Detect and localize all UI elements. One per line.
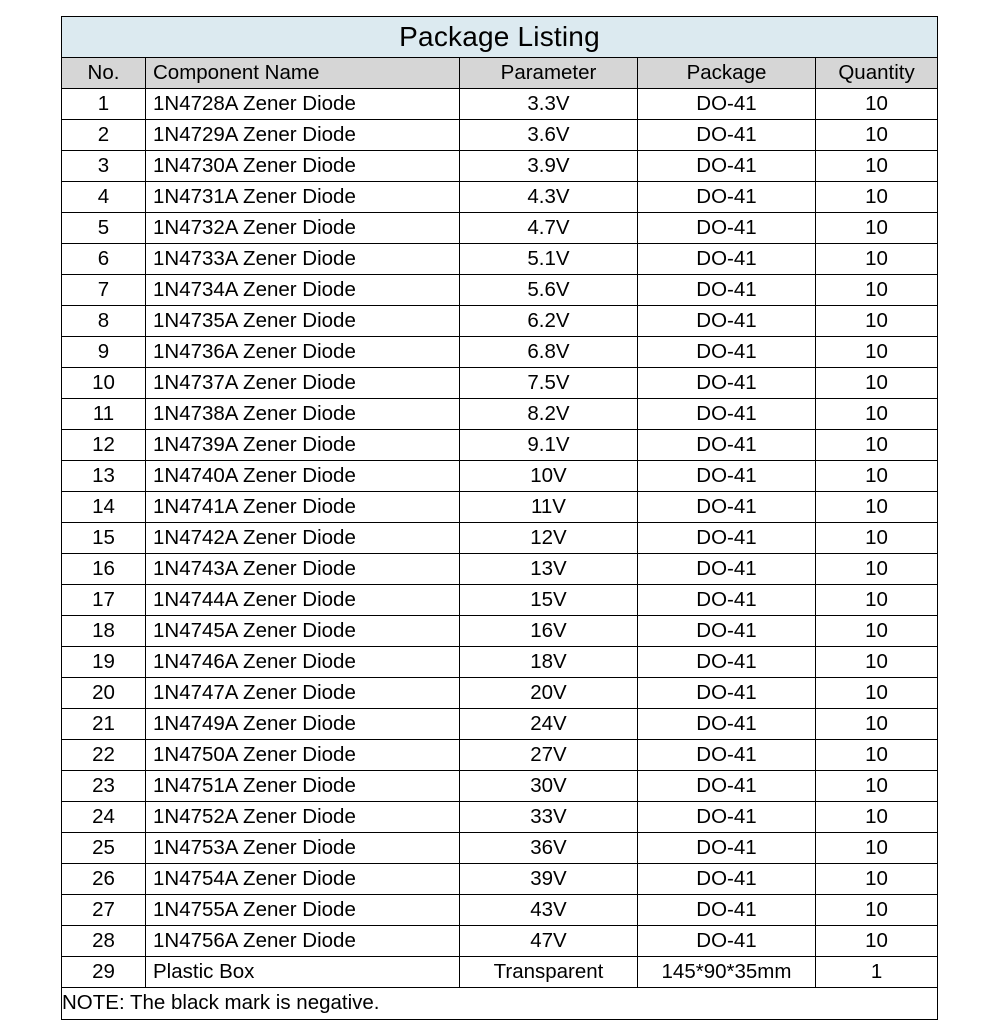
cell-parameter: 12V: [460, 523, 638, 554]
cell-no: 18: [62, 616, 146, 647]
cell-parameter: 36V: [460, 833, 638, 864]
cell-parameter: 15V: [460, 585, 638, 616]
cell-package: DO-41: [638, 337, 816, 368]
table-row: [62, 275, 938, 306]
cell-quantity: 10: [816, 430, 938, 461]
cell-name: 1N4745A Zener Diode: [146, 616, 460, 647]
cell-no: 12: [62, 430, 146, 461]
cell-no: 1: [62, 89, 146, 120]
table-row: [62, 306, 938, 337]
cell-no: 10: [62, 368, 146, 399]
cell-package: DO-41: [638, 523, 816, 554]
cell-name: 1N4746A Zener Diode: [146, 647, 460, 678]
cell-no: 28: [62, 926, 146, 957]
cell-quantity: 10: [816, 151, 938, 182]
table-row: [62, 244, 938, 275]
cell-package: DO-41: [638, 895, 816, 926]
table-row: [62, 213, 938, 244]
cell-package: DO-41: [638, 802, 816, 833]
cell-quantity: 10: [816, 709, 938, 740]
cell-parameter: 9.1V: [460, 430, 638, 461]
cell-quantity: 10: [816, 89, 938, 120]
table-header-row: [62, 58, 938, 89]
cell-name: 1N4731A Zener Diode: [146, 182, 460, 213]
cell-package: DO-41: [638, 151, 816, 182]
cell-quantity: 10: [816, 492, 938, 523]
cell-parameter: 18V: [460, 647, 638, 678]
cell-package: DO-41: [638, 461, 816, 492]
cell-quantity: 10: [816, 306, 938, 337]
cell-quantity: 10: [816, 678, 938, 709]
note-text: NOTE: The black mark is negative.: [62, 988, 938, 1020]
cell-package: DO-41: [638, 771, 816, 802]
table-row: [62, 771, 938, 802]
cell-package: DO-41: [638, 275, 816, 306]
table-row: [62, 89, 938, 120]
cell-package: DO-41: [638, 554, 816, 585]
cell-package: DO-41: [638, 430, 816, 461]
cell-name: 1N4733A Zener Diode: [146, 244, 460, 275]
cell-quantity: 10: [816, 182, 938, 213]
cell-package: DO-41: [638, 399, 816, 430]
cell-parameter: 5.6V: [460, 275, 638, 306]
cell-parameter: 13V: [460, 554, 638, 585]
cell-package: DO-41: [638, 244, 816, 275]
package-listing-table: [61, 16, 938, 1020]
cell-quantity: 10: [816, 864, 938, 895]
cell-parameter: 5.1V: [460, 244, 638, 275]
cell-quantity: 10: [816, 833, 938, 864]
table-row: [62, 616, 938, 647]
cell-package: DO-41: [638, 864, 816, 895]
table-row: [62, 554, 938, 585]
cell-name: 1N4732A Zener Diode: [146, 213, 460, 244]
cell-package: DO-41: [638, 89, 816, 120]
cell-quantity: 10: [816, 523, 938, 554]
cell-parameter: 27V: [460, 740, 638, 771]
cell-package: DO-41: [638, 709, 816, 740]
cell-quantity: 10: [816, 771, 938, 802]
cell-name: 1N4740A Zener Diode: [146, 461, 460, 492]
cell-no: 20: [62, 678, 146, 709]
cell-package: 145*90*35mm: [638, 957, 816, 988]
cell-parameter: 3.3V: [460, 89, 638, 120]
cell-no: 2: [62, 120, 146, 151]
cell-quantity: 10: [816, 802, 938, 833]
cell-parameter: 20V: [460, 678, 638, 709]
cell-no: 27: [62, 895, 146, 926]
table-row: [62, 368, 938, 399]
cell-parameter: 7.5V: [460, 368, 638, 399]
cell-name: 1N4750A Zener Diode: [146, 740, 460, 771]
cell-name: 1N4752A Zener Diode: [146, 802, 460, 833]
note-row: [62, 988, 938, 1020]
table-row: [62, 864, 938, 895]
cell-name: 1N4737A Zener Diode: [146, 368, 460, 399]
page-title: Package Listing: [62, 17, 938, 58]
cell-name: 1N4738A Zener Diode: [146, 399, 460, 430]
table-row: [62, 647, 938, 678]
cell-no: 19: [62, 647, 146, 678]
cell-name: 1N4744A Zener Diode: [146, 585, 460, 616]
cell-name: 1N4735A Zener Diode: [146, 306, 460, 337]
cell-parameter: 3.9V: [460, 151, 638, 182]
cell-package: DO-41: [638, 678, 816, 709]
cell-name: 1N4742A Zener Diode: [146, 523, 460, 554]
cell-quantity: 10: [816, 368, 938, 399]
cell-parameter: 3.6V: [460, 120, 638, 151]
cell-parameter: 10V: [460, 461, 638, 492]
cell-name: 1N4730A Zener Diode: [146, 151, 460, 182]
cell-parameter: 4.3V: [460, 182, 638, 213]
cell-no: 8: [62, 306, 146, 337]
table-row: [62, 461, 938, 492]
table-row: [62, 337, 938, 368]
cell-no: 3: [62, 151, 146, 182]
cell-name: 1N4739A Zener Diode: [146, 430, 460, 461]
table-row: [62, 151, 938, 182]
cell-package: DO-41: [638, 306, 816, 337]
cell-package: DO-41: [638, 616, 816, 647]
cell-no: 22: [62, 740, 146, 771]
cell-no: 7: [62, 275, 146, 306]
column-header-quantity[interactable]: Quantity: [816, 58, 938, 89]
cell-no: 16: [62, 554, 146, 585]
table-row: [62, 523, 938, 554]
cell-quantity: 10: [816, 461, 938, 492]
cell-no: 23: [62, 771, 146, 802]
cell-package: DO-41: [638, 647, 816, 678]
cell-name: 1N4754A Zener Diode: [146, 864, 460, 895]
column-header-package[interactable]: Package: [638, 58, 816, 89]
cell-quantity: 10: [816, 120, 938, 151]
table-row: [62, 585, 938, 616]
table-row: [62, 399, 938, 430]
cell-package: DO-41: [638, 213, 816, 244]
cell-parameter: 30V: [460, 771, 638, 802]
cell-parameter: 47V: [460, 926, 638, 957]
cell-name: 1N4749A Zener Diode: [146, 709, 460, 740]
cell-name: 1N4755A Zener Diode: [146, 895, 460, 926]
cell-name: 1N4747A Zener Diode: [146, 678, 460, 709]
package-listing-table-wrapper: [61, 16, 937, 1020]
cell-name: 1N4741A Zener Diode: [146, 492, 460, 523]
cell-quantity: 10: [816, 740, 938, 771]
cell-name: 1N4751A Zener Diode: [146, 771, 460, 802]
cell-parameter: 6.2V: [460, 306, 638, 337]
cell-quantity: 10: [816, 926, 938, 957]
table-row: [62, 833, 938, 864]
table-row: [62, 678, 938, 709]
cell-parameter: Transparent: [460, 957, 638, 988]
cell-parameter: 11V: [460, 492, 638, 523]
cell-parameter: 24V: [460, 709, 638, 740]
cell-parameter: 33V: [460, 802, 638, 833]
cell-quantity: 10: [816, 337, 938, 368]
cell-quantity: 10: [816, 616, 938, 647]
cell-no: 17: [62, 585, 146, 616]
cell-name: 1N4743A Zener Diode: [146, 554, 460, 585]
cell-name: Plastic Box: [146, 957, 460, 988]
cell-package: DO-41: [638, 926, 816, 957]
cell-package: DO-41: [638, 368, 816, 399]
cell-no: 13: [62, 461, 146, 492]
cell-quantity: 10: [816, 399, 938, 430]
cell-no: 6: [62, 244, 146, 275]
cell-parameter: 43V: [460, 895, 638, 926]
cell-name: 1N4756A Zener Diode: [146, 926, 460, 957]
cell-name: 1N4728A Zener Diode: [146, 89, 460, 120]
table-row: [62, 740, 938, 771]
cell-no: 15: [62, 523, 146, 554]
cell-parameter: 8.2V: [460, 399, 638, 430]
cell-no: 24: [62, 802, 146, 833]
cell-no: 4: [62, 182, 146, 213]
table-row: [62, 120, 938, 151]
cell-name: 1N4729A Zener Diode: [146, 120, 460, 151]
cell-no: 14: [62, 492, 146, 523]
table-row: [62, 492, 938, 523]
cell-quantity: 10: [816, 554, 938, 585]
title-row: [62, 17, 938, 58]
column-header-no[interactable]: No.: [62, 58, 146, 89]
cell-parameter: 4.7V: [460, 213, 638, 244]
table-row: [62, 895, 938, 926]
cell-package: DO-41: [638, 833, 816, 864]
cell-name: 1N4734A Zener Diode: [146, 275, 460, 306]
cell-no: 11: [62, 399, 146, 430]
column-header-name[interactable]: Component Name: [146, 58, 460, 89]
cell-quantity: 10: [816, 895, 938, 926]
cell-package: DO-41: [638, 585, 816, 616]
cell-quantity: 10: [816, 585, 938, 616]
table-row: [62, 802, 938, 833]
cell-parameter: 16V: [460, 616, 638, 647]
cell-no: 29: [62, 957, 146, 988]
cell-quantity: 1: [816, 957, 938, 988]
cell-name: 1N4736A Zener Diode: [146, 337, 460, 368]
table-row: [62, 926, 938, 957]
cell-package: DO-41: [638, 740, 816, 771]
cell-parameter: 6.8V: [460, 337, 638, 368]
cell-quantity: 10: [816, 275, 938, 306]
cell-quantity: 10: [816, 213, 938, 244]
cell-quantity: 10: [816, 244, 938, 275]
cell-no: 9: [62, 337, 146, 368]
cell-no: 5: [62, 213, 146, 244]
cell-package: DO-41: [638, 492, 816, 523]
cell-package: DO-41: [638, 120, 816, 151]
cell-no: 25: [62, 833, 146, 864]
table-row: [62, 182, 938, 213]
cell-no: 21: [62, 709, 146, 740]
cell-parameter: 39V: [460, 864, 638, 895]
cell-name: 1N4753A Zener Diode: [146, 833, 460, 864]
table-row: [62, 957, 938, 988]
cell-no: 26: [62, 864, 146, 895]
column-header-parameter[interactable]: Parameter: [460, 58, 638, 89]
cell-quantity: 10: [816, 647, 938, 678]
table-row: [62, 430, 938, 461]
cell-package: DO-41: [638, 182, 816, 213]
table-row: [62, 709, 938, 740]
